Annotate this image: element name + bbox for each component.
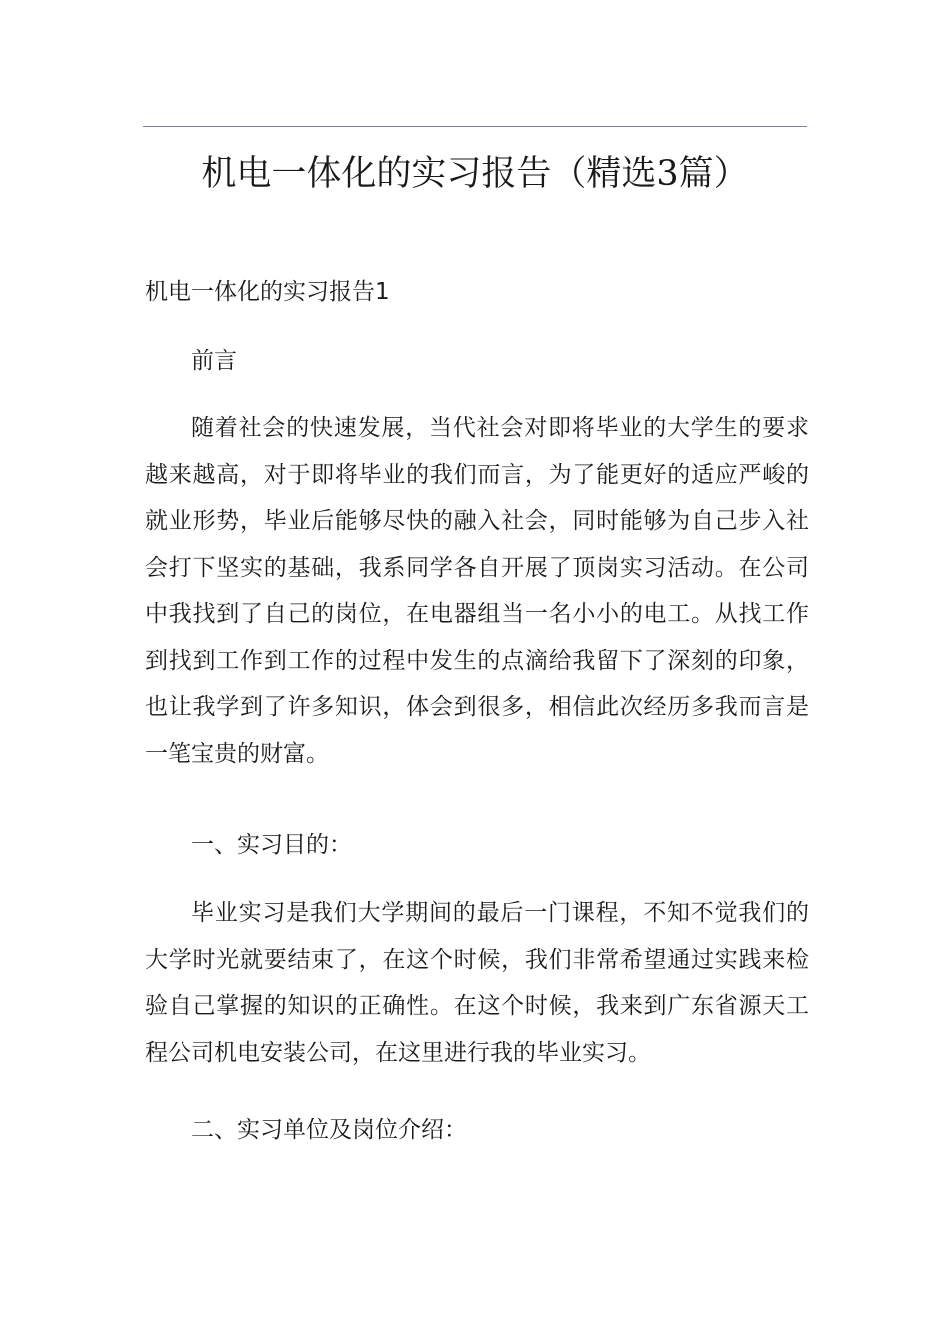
paragraph-line: 验自己掌握的知识的正确性。在这个时候，我来到广东省源天工	[145, 993, 809, 1019]
section-heading: 机电一体化的实习报告1	[145, 279, 390, 305]
paragraph-line: 一笔宝贵的财富。	[145, 740, 329, 767]
preface-paragraph	[145, 405, 809, 777]
paragraph-line: 中我找到了自己的岗位，在电器组当一名小小的电工。从找工作	[145, 601, 809, 627]
preface-label: 前言	[191, 348, 237, 374]
paragraph-line: 随着社会的快速发展，当代社会对即将毕业的大学生的要求	[191, 415, 809, 441]
paragraph-line: 到找到工作到工作的过程中发生的点滴给我留下了深刻的印象，	[145, 647, 809, 674]
document-title: 机电一体化的实习报告（精选3篇）	[201, 154, 749, 194]
paragraph-line: 会打下坚实的基础，我系同学各自开展了顶岗实习活动。在公司	[145, 554, 809, 581]
unit-label: 二、实习单位及岗位介绍：	[191, 1117, 467, 1143]
paragraph-line: 大学时光就要结束了，在这个时候，我们非常希望通过实践来检	[145, 946, 809, 973]
paragraph-line: 毕业实习是我们大学期间的最后一门课程，不知不觉我们的	[191, 900, 809, 926]
purpose-paragraph	[145, 890, 809, 1076]
paragraph-line: 也让我学到了许多知识，体会到很多，相信此次经历多我而言是	[145, 694, 809, 720]
paragraph-line: 程公司机电安装公司，在这里进行我的毕业实习。	[145, 1039, 651, 1066]
header-rule	[143, 126, 807, 127]
paragraph-line: 越来越高，对于即将毕业的我们而言，为了能更好的适应严峻的	[145, 461, 809, 488]
paragraph-line: 就业形势，毕业后能够尽快的融入社会，同时能够为自己步入社	[145, 508, 809, 534]
purpose-label: 一、实习目的：	[191, 832, 352, 858]
